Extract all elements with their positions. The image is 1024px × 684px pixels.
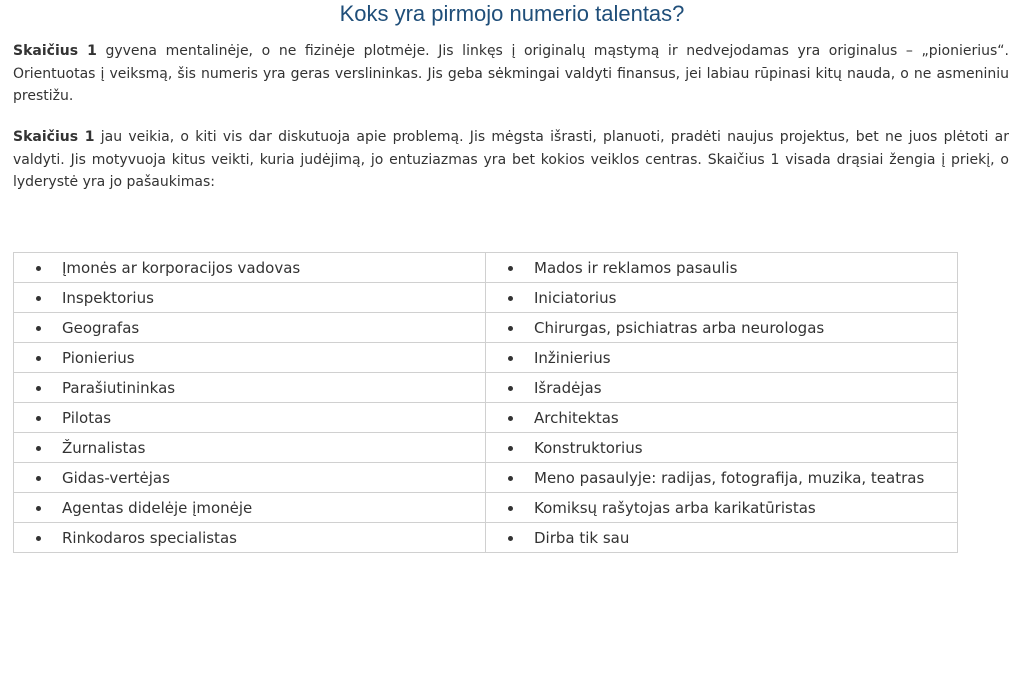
list-item: Iniciatorius	[534, 288, 617, 307]
list-item: Išradėjas	[534, 378, 602, 397]
bullet-icon	[486, 439, 534, 457]
paragraph-1	[13, 40, 1009, 108]
bullet-icon	[486, 319, 534, 337]
bullet-icon	[14, 349, 62, 367]
list-item: Architektas	[534, 408, 619, 427]
table-cell	[486, 403, 958, 433]
paragraph-2	[13, 126, 1009, 194]
list-item: Žurnalistas	[62, 438, 146, 457]
bullet-icon	[486, 289, 534, 307]
paragraph-2-text: jau veikia, o kiti vis dar diskutuoja apie problemą. Jis mėgsta išrasti, planuoti, pradėti naujus projektus, bet ne juos plėtoti ar valdyti. Jis motyvuoja kitus veikti, kuria judėjimą, jo entuziazmas yra bet kokios veiklos centras. Skaičius 1 visada drąsiai žengia į priekį, o lyderystė yra jo pašaukimas:	[13, 129, 1009, 190]
bullet-icon	[14, 499, 62, 517]
table-cell	[486, 253, 958, 283]
table-row	[14, 493, 958, 523]
table-cell	[486, 373, 958, 403]
list-item: Agentas didelėje įmonėje	[62, 498, 253, 517]
table-cell	[486, 463, 958, 493]
table-cell	[14, 253, 486, 283]
table-cell	[14, 523, 486, 553]
table-cell	[486, 313, 958, 343]
bullet-icon	[14, 439, 62, 457]
paragraph-1-text: gyvena mentalinėje, o ne fizinėje plotmėje. Jis linkęs į originalų mąstymą ir nedvejodamas yra originalus – „pionierius“. Orientuotas į veiksmą, šis numeris yra geras verslininkas. Jis geba sėkmingai valdyti finansus, jei labiau rūpinasi kitų nauda, o ne asmeniniu prestižu.	[13, 43, 1009, 104]
list-item: Dirba tik sau	[534, 528, 630, 547]
table-row	[14, 433, 958, 463]
talent-table-body	[14, 253, 958, 553]
list-item: Komiksų rašytojas arba karikatūristas	[534, 498, 816, 517]
paragraph-2-bold: Skaičius 1	[13, 129, 95, 145]
table-cell	[14, 373, 486, 403]
table-row	[14, 313, 958, 343]
table-row	[14, 403, 958, 433]
table-row	[14, 373, 958, 403]
list-item: Konstruktorius	[534, 438, 643, 457]
bullet-icon	[14, 529, 62, 547]
bullet-icon	[486, 499, 534, 517]
table-cell	[14, 463, 486, 493]
table-cell	[14, 343, 486, 373]
table-row	[14, 523, 958, 553]
bullet-icon	[14, 379, 62, 397]
list-item: Įmonės ar korporacijos vadovas	[62, 258, 301, 277]
list-item: Meno pasaulyje: radijas, fotografija, muzika, teatras	[534, 468, 925, 487]
bullet-icon	[486, 529, 534, 547]
table-cell	[486, 523, 958, 553]
table-row	[14, 283, 958, 313]
bullet-icon	[14, 289, 62, 307]
list-item: Geografas	[62, 318, 140, 337]
list-item: Parašiutininkas	[62, 378, 176, 397]
list-item: Pionierius	[62, 348, 135, 367]
bullet-icon	[486, 379, 534, 397]
table-row	[14, 463, 958, 493]
table-row	[14, 253, 958, 283]
list-item: Mados ir reklamos pasaulis	[534, 258, 738, 277]
bullet-icon	[486, 349, 534, 367]
page-title: Koks yra pirmojo numerio talentas?	[339, 1, 685, 26]
table-cell	[14, 433, 486, 463]
table-cell	[486, 283, 958, 313]
table-cell	[486, 493, 958, 523]
paragraph-1-bold: Skaičius 1	[13, 43, 97, 59]
list-item: Pilotas	[62, 408, 112, 427]
bullet-icon	[486, 259, 534, 277]
bullet-icon	[14, 469, 62, 487]
bullet-icon	[14, 259, 62, 277]
list-item: Gidas-vertėjas	[62, 468, 170, 487]
table-cell	[14, 493, 486, 523]
list-item: Rinkodaros specialistas	[62, 528, 237, 547]
list-item: Chirurgas, psichiatras arba neurologas	[534, 318, 825, 337]
table-cell	[14, 283, 486, 313]
list-item: Inžinierius	[534, 348, 611, 367]
bullet-icon	[14, 409, 62, 427]
table-row	[14, 343, 958, 373]
bullet-icon	[14, 319, 62, 337]
bullet-icon	[486, 409, 534, 427]
table-cell	[14, 313, 486, 343]
table-cell	[486, 343, 958, 373]
talent-table	[13, 252, 958, 553]
table-cell	[14, 403, 486, 433]
table-cell	[486, 433, 958, 463]
bullet-icon	[486, 469, 534, 487]
list-item: Inspektorius	[62, 288, 154, 307]
